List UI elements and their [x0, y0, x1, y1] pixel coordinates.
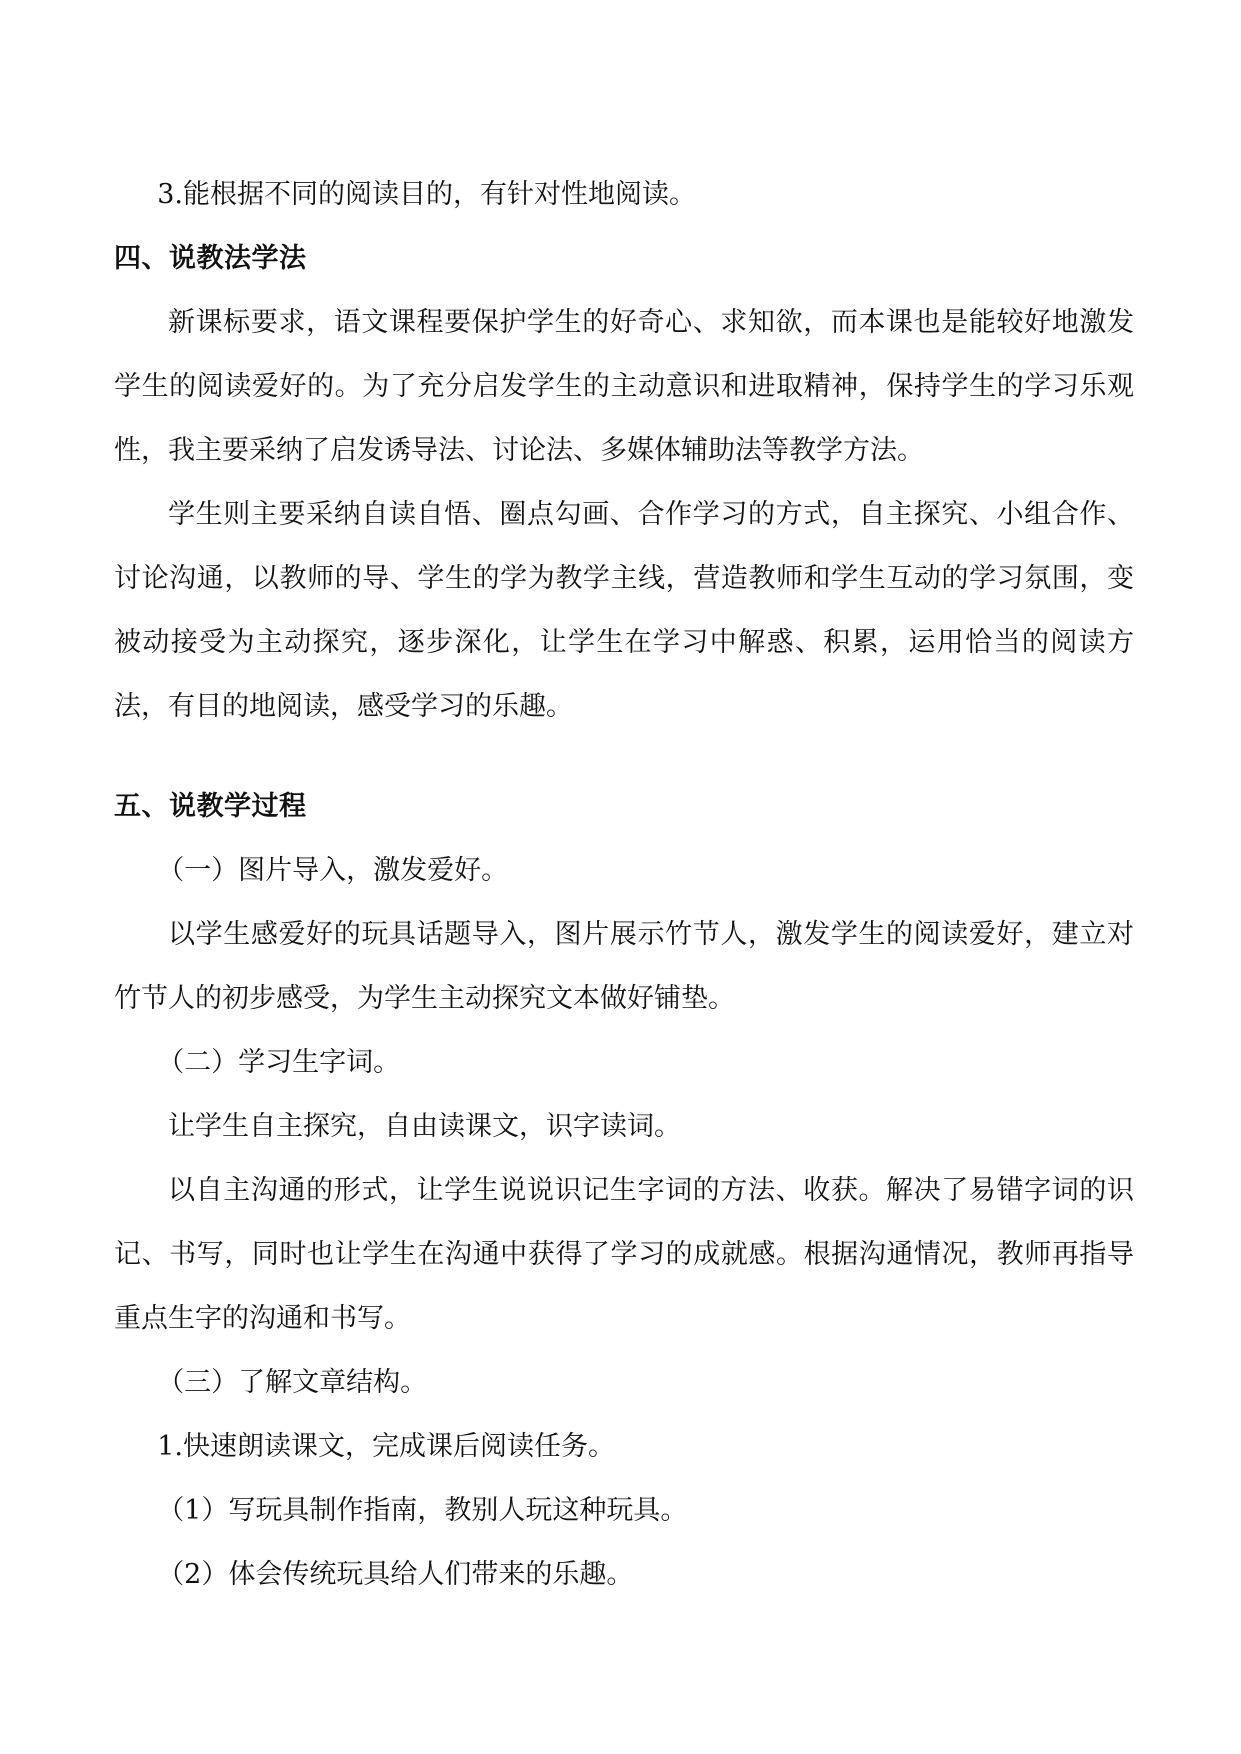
- paragraph-learning-methods: 学生则主要采纳自读自悟、圈点勾画、合作学习的方式，自主探究、小组合作、讨论沟通，以教师的导、学生的学为教学主线，营造教师和学生互动的学习氛围，变被动接受为主动探究，逐步深化，让学生在学习中解惑、积累，运用恰当的阅读方法，有目的地阅读，感受学习的乐趣。: [114, 499, 1134, 722]
- step-1-text: 以学生感爱好的玩具话题导入，图片展示竹节人，激发学生的阅读爱好，建立对竹节人的初步感受，为学生主动探究文本做好铺垫。: [114, 919, 1134, 1014]
- step-3-subitem-1: （1）写玩具制作指南，教别人玩这种玩具。: [157, 1495, 688, 1526]
- step-3-item-1: 1.快速朗读课文，完成课后阅读任务。: [157, 1431, 615, 1462]
- step-2-text-1: 让学生自主探究，自由读课文，识字读词。: [168, 1111, 681, 1142]
- paragraph-teaching-methods: 新课标要求，语文课程要保护学生的好奇心、求知欲，而本课也是能较好地激发学生的阅读爱好的。为了充分启发学生的主动意识和进取精神，保持学生的学习乐观性，我主要采纳了启发诱导法、讨论法、多媒体辅助法等教学方法。: [114, 307, 1134, 466]
- step-2-text-2: 以自主沟通的形式，让学生说说识记生字词的方法、收获。解决了易错字词的识记、书写，同时也让学生在沟通中获得了学习的成就感。根据沟通情况，教师再指导重点生字的沟通和书写。: [114, 1175, 1134, 1334]
- step-3-title: （三）了解文章结构。: [157, 1367, 428, 1398]
- section-heading-teaching-methods: 四、说教法学法: [114, 243, 307, 274]
- step-3-subitem-2: （2）体会传统玩具给人们带来的乐趣。: [157, 1559, 634, 1590]
- step-2-title: （二）学习生字词。: [157, 1047, 401, 1078]
- document-body: [114, 163, 1134, 1607]
- objective-item-3: 3.能根据不同的阅读目的，有针对性地阅读。: [157, 179, 696, 210]
- section-heading-teaching-process: 五、说教学过程: [114, 791, 307, 822]
- step-1-title: （一）图片导入，激发爱好。: [157, 855, 509, 886]
